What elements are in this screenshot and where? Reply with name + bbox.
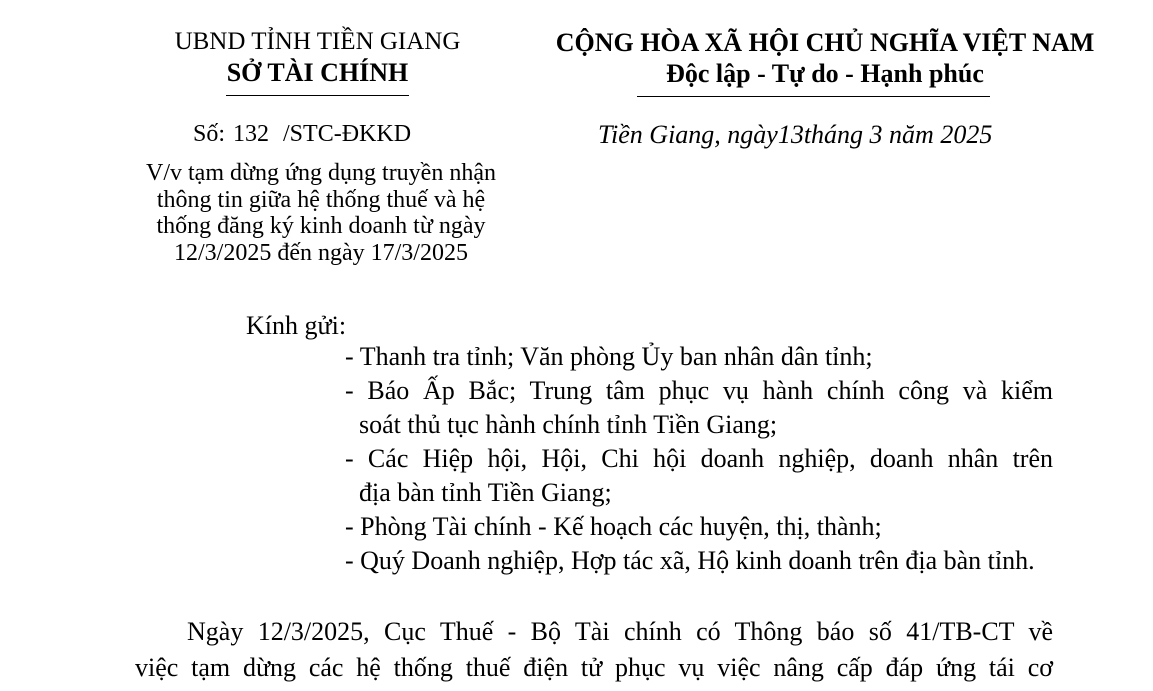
recipient-line: soát thủ tục hành chính tỉnh Tiền Giang; (359, 410, 778, 439)
document-number-value: 132 (233, 121, 270, 147)
recipient-line: - Báo Ấp Bắc; Trung tâm phục vụ hành chính công và kiểm (345, 376, 1053, 405)
recipient-line: - Phòng Tài chính - Kế hoạch các huyện, thị, thành; (345, 512, 882, 541)
recipient-line: - Quý Doanh nghiệp, Hợp tác xã, Hộ kinh doanh trên địa bàn tỉnh. (345, 546, 1035, 575)
recipient-line: - Các Hiệp hội, Hội, Chi hội doanh nghiệp, doanh nhân trên (345, 444, 1053, 473)
recipient-line: - Thanh tra tỉnh; Văn phòng Ủy ban nhân dân tỉnh; (345, 342, 873, 371)
body-paragraph (135, 614, 1053, 686)
subject-line: V/v tạm dừng ứng dụng truyền nhận (146, 160, 496, 186)
body-line: việc tạm dừng các hệ thống thuế điện tử phục vụ việc nâng cấp đáp ứng tái cơ (135, 653, 1053, 682)
recipient-item (345, 510, 1053, 544)
recipient-item (345, 442, 1053, 510)
document-subject (140, 160, 502, 266)
recipient-item (345, 340, 1053, 374)
salutation: Kính gửi: (246, 311, 347, 340)
recipient-list (345, 340, 1053, 578)
recipient-item (345, 374, 1053, 442)
recipient-item (345, 544, 1053, 578)
subject-line: thống đăng ký kinh doanh từ ngày (156, 213, 486, 239)
national-motto: Độc lập - Tự do - Hạnh phúc (666, 59, 984, 88)
issuing-authority: UBND TỈNH TIỀN GIANG (174, 28, 461, 55)
body-line: Ngày 12/3/2025, Cục Thuế - Bộ Tài chính có Thông báo số 41/TB-CT về (187, 617, 1053, 646)
motto-underline (637, 96, 990, 97)
document-number (193, 121, 411, 148)
place-and-date: Tiền Giang, ngày13tháng 3 năm 2025 (598, 120, 993, 149)
national-title: CỘNG HÒA XÃ HỘI CHỦ NGHĨA VIỆT NAM (555, 28, 1095, 57)
recipient-line: địa bàn tỉnh Tiền Giang; (359, 478, 612, 507)
document-code: /STC-ĐKKD (283, 121, 412, 147)
document-number-label: Số: (193, 121, 226, 147)
subject-line: thông tin giữa hệ thống thuế và hệ (156, 186, 486, 213)
department-underline (226, 95, 409, 96)
issuing-department: SỞ TÀI CHÍNH (226, 58, 409, 87)
subject-line: 12/3/2025 đến ngày 17/3/2025 (174, 239, 468, 266)
